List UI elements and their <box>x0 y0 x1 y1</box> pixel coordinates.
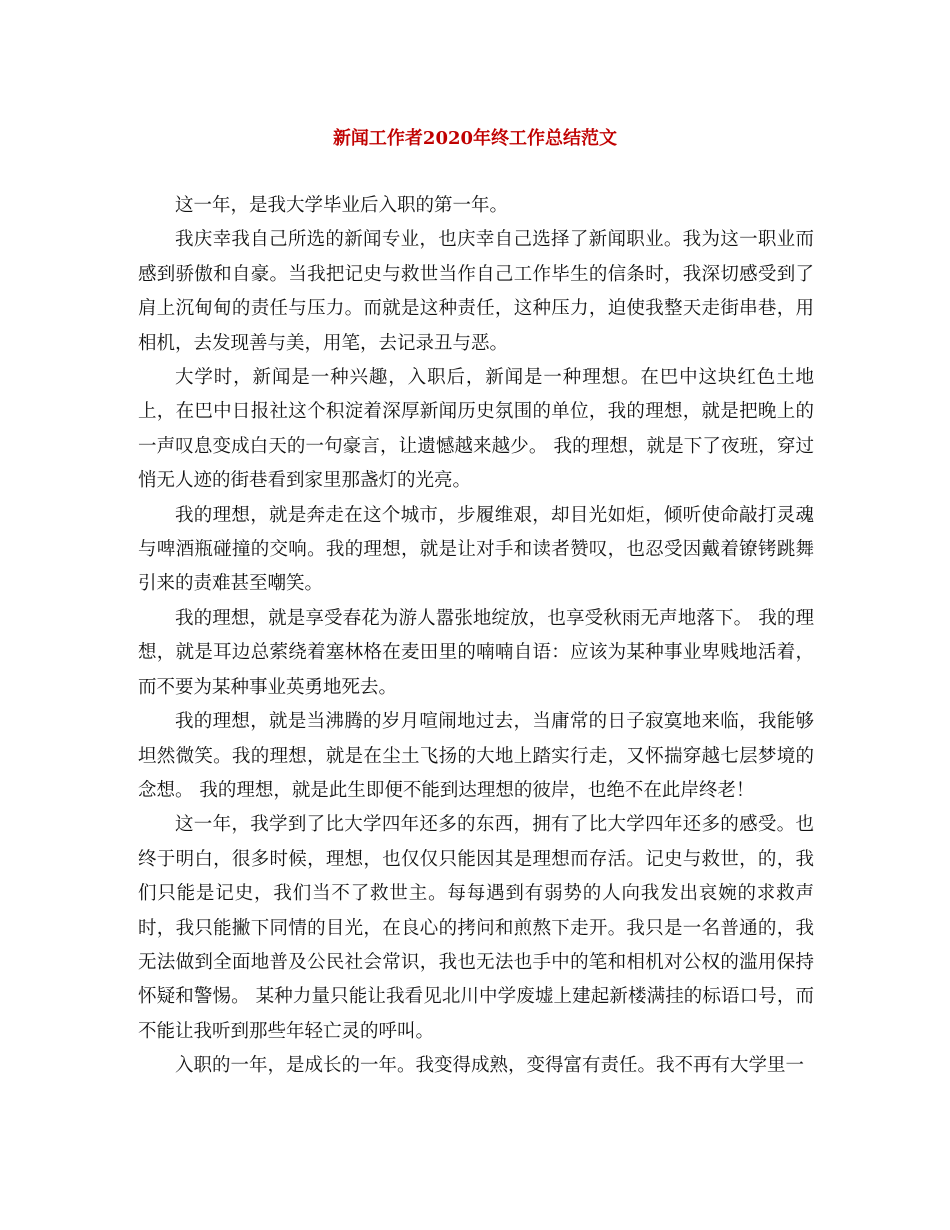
paragraph: 大学时，新闻是一种兴趣，入职后，新闻是一种理想。在巴中这块红色土地上，在巴中日报社这个积淀着深厚新闻历史氛围的单位，我的理想，就是把晚上的一声叹息变成白天的一句豪言，让遗憾越来越少。 我的理想，就是下了夜班，穿过悄无人迹的街巷看到家里那盏灯的光亮。 <box>138 367 814 492</box>
paragraph: 这一年，我学到了比大学四年还多的东西，拥有了比大学四年还多的感受。也终于明白，很多时候，理想，也仅仅只能因其是理想而存活。记史与救世，的，我们只能是记史，我们当不了救世主。每每遇到有弱势的人向我发出哀婉的求救声时，我只能撇下同情的目光，在良心的拷问和煎熬下走开。我只是一名普通的，我无法做到全面地普及公民社会常识，我也无法也手中的笔和相机对公权的滥用保持怀疑和警惕。 某种力量只能让我看见北川中学废墟上建起新楼满挂的标语口号，而不能让我听到那些年轻亡灵的呼叫。 <box>138 814 814 1042</box>
document-body <box>138 189 814 1084</box>
paragraph: 入职的一年，是成长的一年。我变得成熟，变得富有责任。我不再有大学里一 <box>175 1055 805 1077</box>
document-title: 新闻工作者2020年终工作总结范文 <box>332 128 618 149</box>
paragraph: 我的理想，就是奔走在这个城市，步履维艰，却目光如炬，倾听使命敲打灵魂与啤酒瓶碰撞的交响。我的理想，就是让对手和读者赞叹，也忍受因戴着镣铐跳舞引来的责难甚至嘲笑。 <box>138 504 814 595</box>
paragraph: 这一年，是我大学毕业后入职的第一年。 <box>175 195 509 216</box>
paragraph: 我的理想，就是当沸腾的岁月喧闹地过去，当庸常的日子寂寞地来临，我能够坦然微笑。我的理想，就是在尘土飞扬的大地上踏实行走，又怀揣穿越七层梦境的念想。 我的理想，就是此生即便不能到达理想的彼岸，也绝不在此岸终老！ <box>138 711 814 801</box>
paragraph: 我庆幸我自己所选的新闻专业，也庆幸自己选择了新闻职业。我为这一职业而感到骄傲和自豪。当我把记史与救世当作自己工作毕生的信条时，我深切感受到了肩上沉甸甸的责任与压力。而就是这种责任，这种压力，迫使我整天走街串巷，用相机，去发现善与美，用笔，去记录丑与恶。 <box>138 229 814 354</box>
paragraph: 我的理想，就是享受春花为游人嚣张地绽放，也享受秋雨无声地落下。 我的理想，就是耳边总萦绕着塞林格在麦田里的喃喃自语：应该为某种事业卑贱地活着，而不要为某种事业英勇地死去。 <box>138 607 814 698</box>
